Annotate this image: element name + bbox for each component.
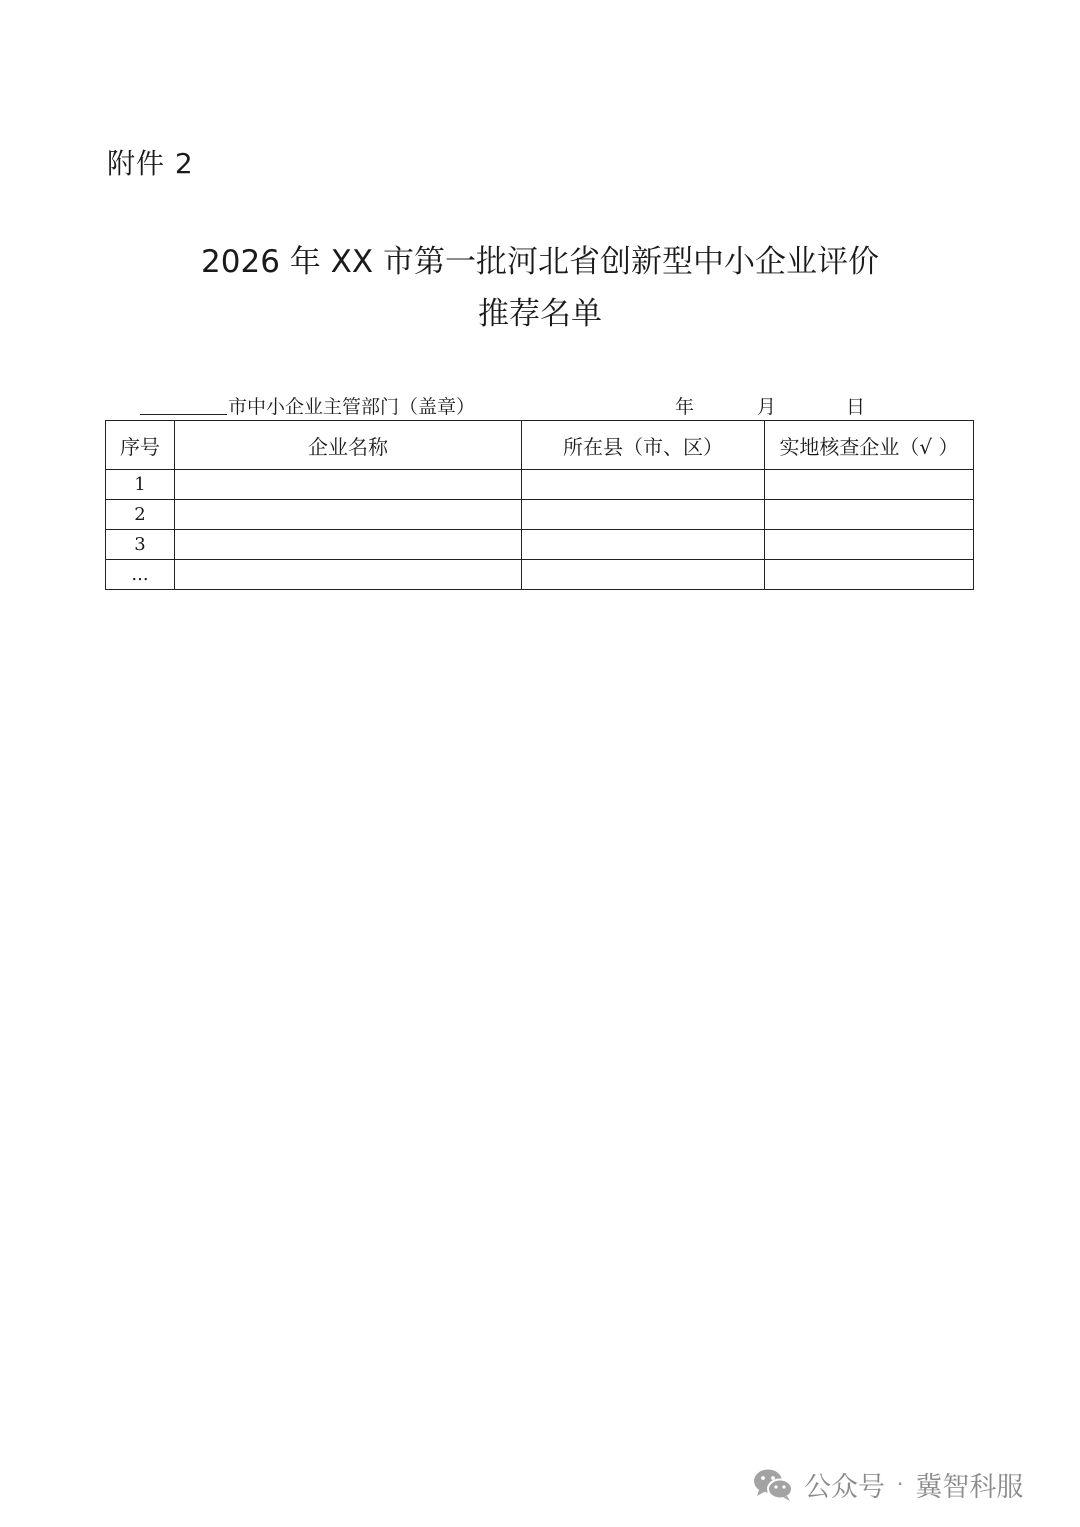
cell-company-name: [175, 560, 522, 590]
cell-serial-number: 1: [106, 470, 175, 500]
cell-serial-number: 3: [106, 530, 175, 560]
cell-onsite-verified: [765, 470, 974, 500]
header-county: 所在县（市、区）: [522, 421, 765, 470]
cell-serial-number: ...: [106, 560, 175, 590]
attachment-label: 附件 2: [107, 147, 194, 180]
table-row: [106, 530, 974, 560]
cell-serial-number: 2: [106, 500, 175, 530]
header-company-name: 企业名称: [175, 421, 522, 470]
day-label: 日: [846, 396, 866, 418]
table-row: [106, 500, 974, 530]
cell-onsite-verified: [765, 500, 974, 530]
cell-county: [522, 530, 765, 560]
cell-company-name: [175, 530, 522, 560]
cell-county: [522, 470, 765, 500]
table-row: [106, 560, 974, 590]
recommendation-table: [105, 420, 974, 590]
month-label: 月: [757, 396, 777, 418]
cell-onsite-verified: [765, 530, 974, 560]
table-header-row: [106, 421, 974, 470]
header-serial-number: 序号: [106, 421, 175, 470]
city-blank-underline: [140, 414, 227, 415]
table-row: [106, 470, 974, 500]
footer-separator: ·: [897, 1472, 904, 1496]
document-title-line-1: 2026 年 XX 市第一批河北省创新型中小企业评价: [201, 244, 879, 280]
department-seal-label: 市中小企业主管部门（盖章）: [228, 396, 476, 418]
footer-prefix: 公众号: [804, 1471, 885, 1503]
document-title-line-2: 推荐名单: [478, 296, 602, 332]
cell-county: [522, 500, 765, 530]
cell-company-name: [175, 470, 522, 500]
department-date-line: [140, 390, 960, 420]
footer-account-name: 冀智科服: [915, 1471, 1024, 1503]
cell-county: [522, 560, 765, 590]
wechat-icon: [752, 1466, 794, 1502]
header-onsite-verified: 实地核查企业（√ ）: [765, 421, 974, 470]
year-label: 年: [675, 396, 695, 418]
cell-company-name: [175, 500, 522, 530]
wechat-account-watermark: [752, 1464, 1023, 1504]
cell-onsite-verified: [765, 560, 974, 590]
